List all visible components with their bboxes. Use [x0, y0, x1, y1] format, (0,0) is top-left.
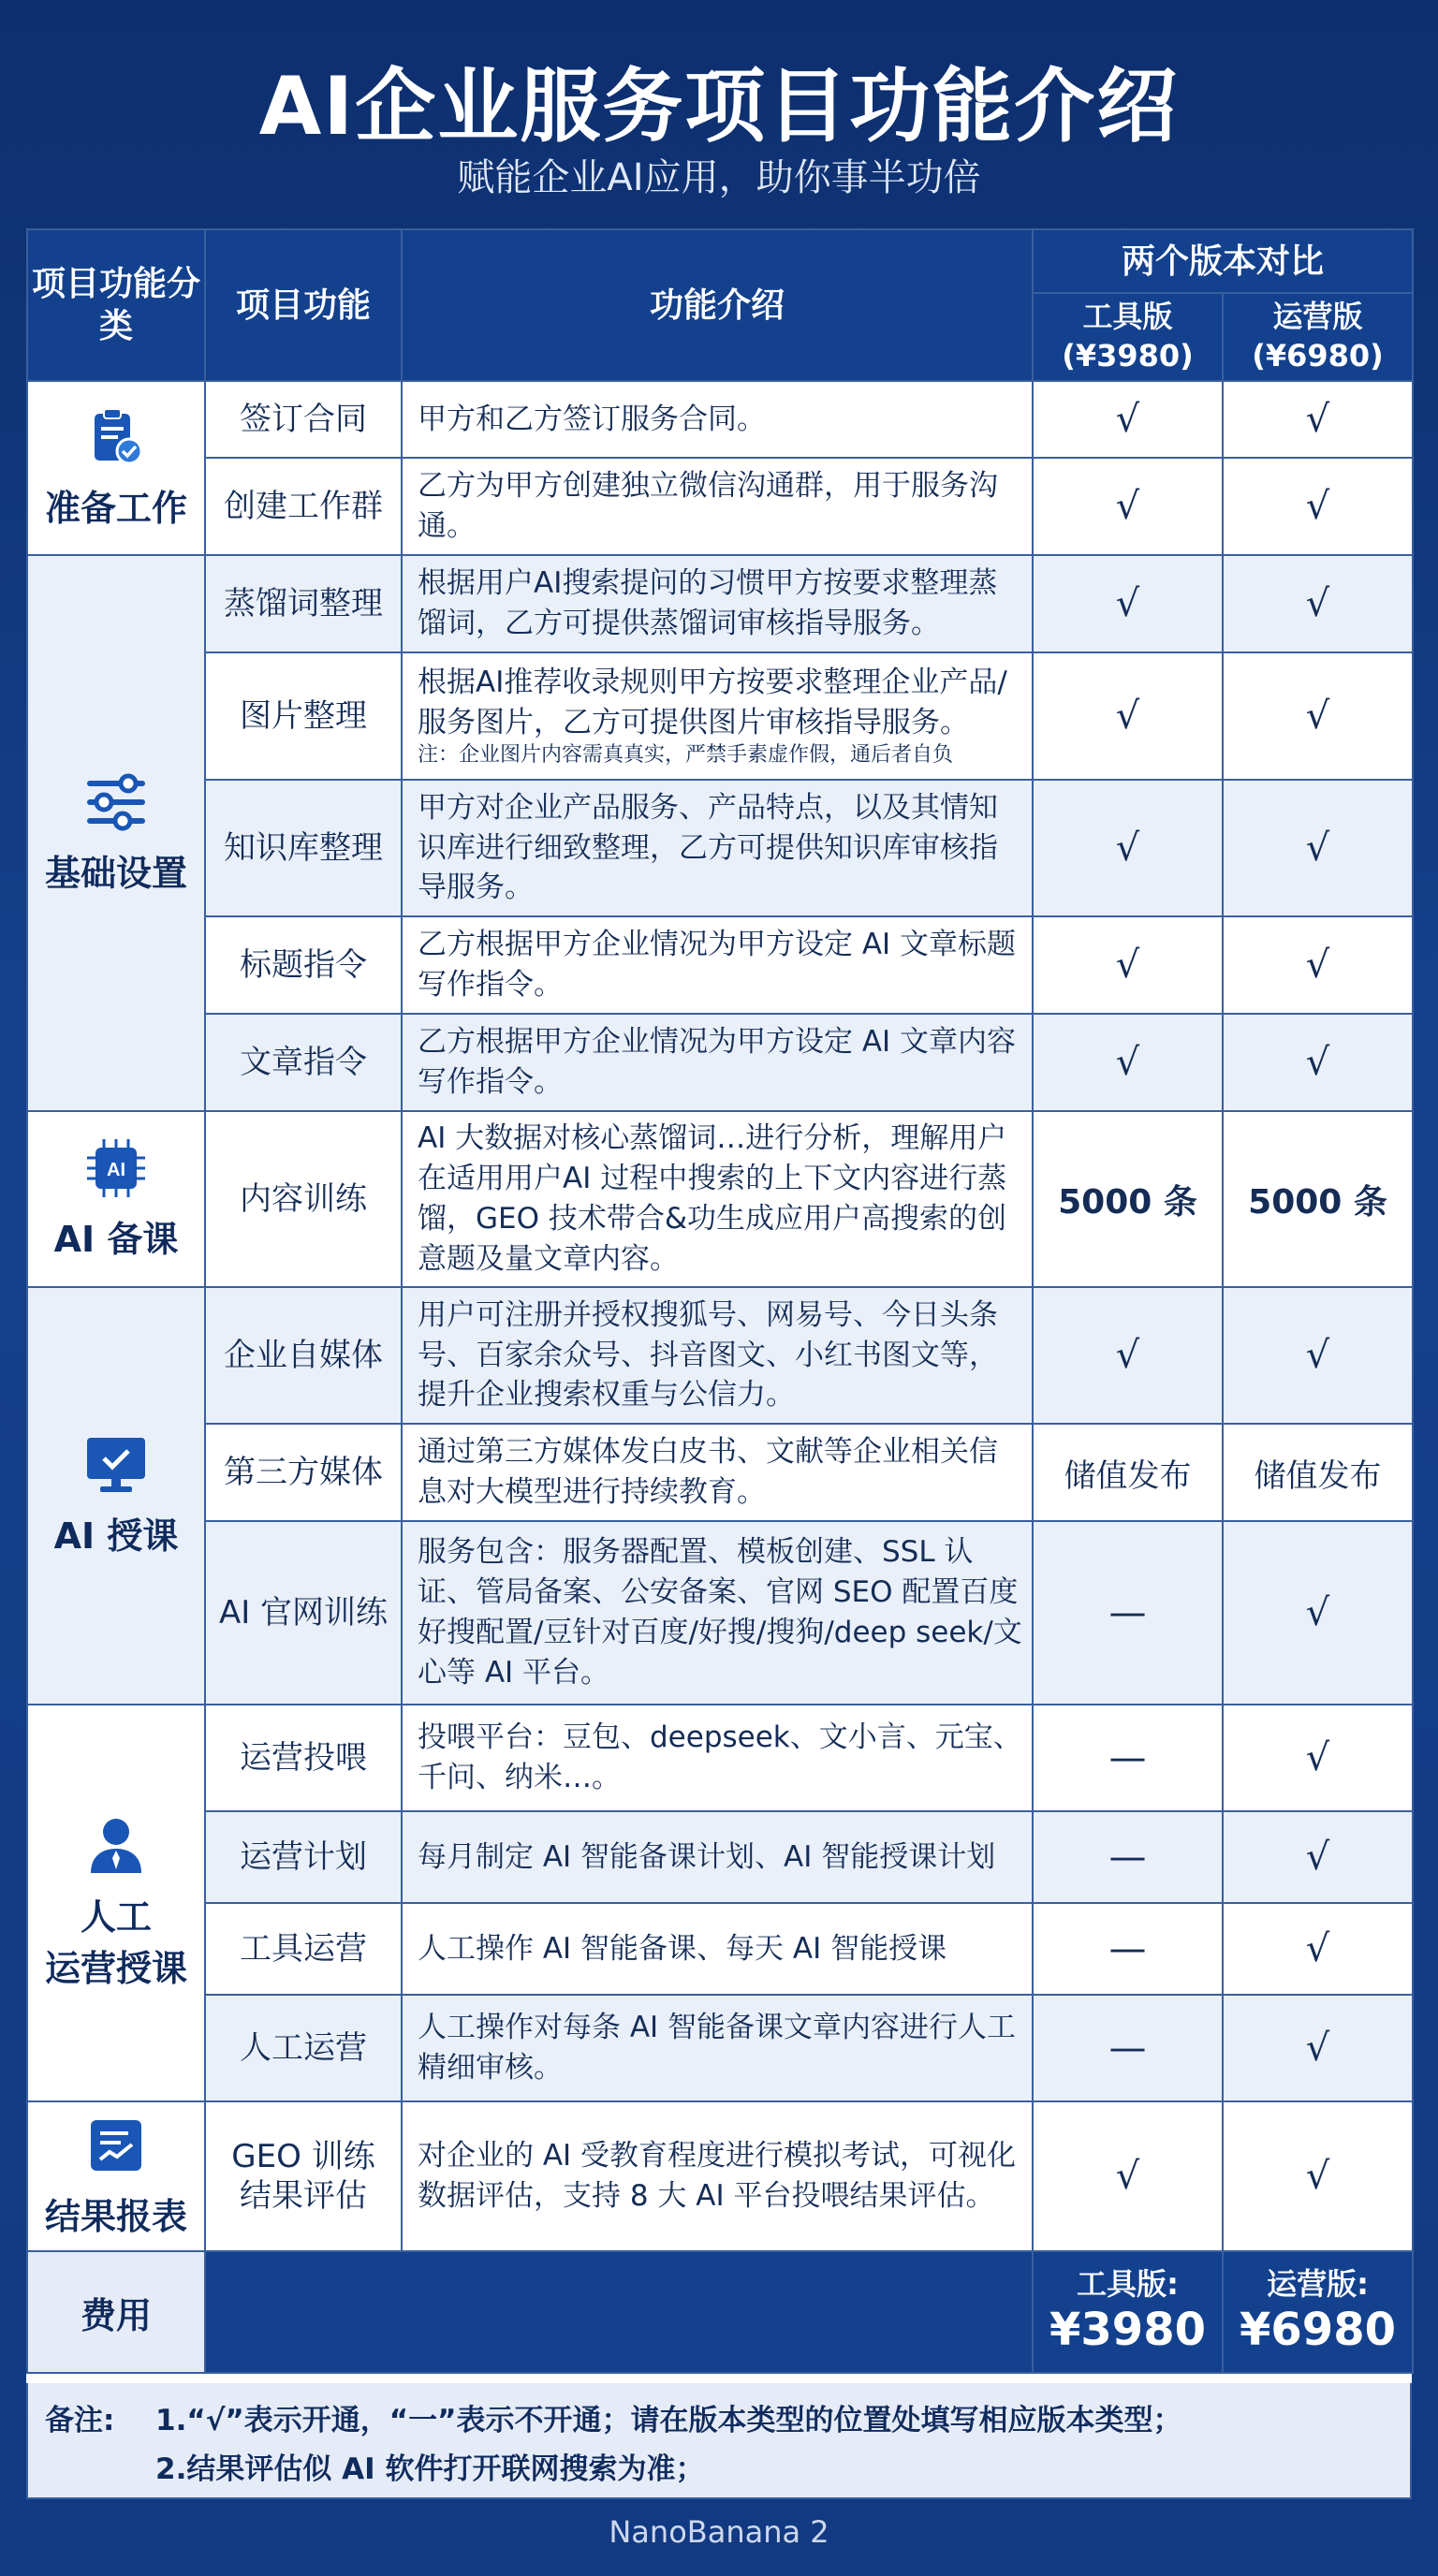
header-row: [27, 229, 1413, 293]
feature-table-panel: [26, 228, 1412, 2499]
person-icon: [85, 1815, 147, 1877]
fee-ops-price: ¥6980: [1240, 2304, 1396, 2357]
feature-cell: 图片整理: [205, 652, 402, 780]
report-chart-icon: [85, 2115, 147, 2176]
feature-cell: 签订合同: [205, 381, 402, 458]
notes-panel: [26, 2383, 1412, 2499]
description-cell: 甲方和乙方签订服务合同。: [402, 381, 1033, 458]
ops-version-cell: √: [1223, 652, 1413, 780]
description-cell: 投喂平台：豆包、deepseek、文小言、元宝、千问、纳米…。: [402, 1705, 1033, 1811]
feature-cell: 蒸馏词整理: [205, 555, 402, 652]
fee-tool-cell: [1033, 2251, 1223, 2373]
tool-version-cell: √: [1033, 458, 1223, 555]
note-line-2: [45, 2445, 1410, 2494]
description-cell: 通过第三方媒体发白皮书、文献等企业相关信息对大模型进行持续教育。: [402, 1424, 1033, 1521]
description-cell: 服务包含：服务器配置、模板创建、SSL 认证、管局备案、公安备案、官网 SEO 配置百度好搜配置/豆针对百度/好搜/搜狗/deep seek/文心等 AI 平台。: [402, 1521, 1033, 1705]
category-cell: [27, 1111, 205, 1287]
svg-text:AI: AI: [107, 1159, 125, 1180]
header-description: 功能介绍: [402, 229, 1033, 381]
table-row: [27, 780, 1413, 916]
table-row: [27, 458, 1413, 555]
ops-version-cell: √: [1223, 1811, 1413, 1903]
feature-cell: 运营投喂: [205, 1705, 402, 1811]
ops-version-cell: √: [1223, 458, 1413, 555]
note-line-1: [45, 2396, 1410, 2445]
fee-tool-label: 工具版:: [1077, 2265, 1179, 2302]
clipboard-check-icon: [85, 406, 147, 468]
category-cell: [27, 555, 205, 1111]
description-cell: 乙方根据甲方企业情况为甲方设定 AI 文章内容写作指令。: [402, 1014, 1033, 1111]
description-note: 注：企业图片内容需真真实，严禁手素虚作假，通后者自负: [418, 743, 954, 768]
tool-version-cell: 5000 条: [1033, 1111, 1223, 1287]
ops-version-cell: √: [1223, 555, 1413, 652]
tool-version-cell: √: [1033, 1287, 1223, 1424]
category-label: 基础设置: [44, 852, 187, 894]
table-row: [27, 1111, 1413, 1287]
feature-cell: 内容训练: [205, 1111, 402, 1287]
header-feature: 项目功能: [205, 229, 402, 381]
header-ops-version: 运营版 (¥6980): [1223, 293, 1413, 381]
tool-version-cell: √: [1033, 2101, 1223, 2251]
category-cell: [27, 2101, 205, 2251]
category-label-line1: 人工: [80, 1896, 152, 1938]
description-cell: 乙方为甲方创建独立微信沟通群，用于服务沟通。: [402, 458, 1033, 555]
description-cell: [402, 652, 1033, 780]
tool-version-cell: —: [1033, 1995, 1223, 2101]
category-label: AI 授课: [53, 1515, 179, 1557]
ops-version-cell: √: [1223, 381, 1413, 458]
feature-cell: 文章指令: [205, 1014, 402, 1111]
feature-cell: AI 官网训练: [205, 1521, 402, 1705]
tool-version-cell: —: [1033, 1705, 1223, 1811]
fee-label: 费用: [27, 2251, 205, 2373]
tool-version-cell: √: [1033, 381, 1223, 458]
description-cell: 根据用户AI搜索提问的习惯甲方按要求整理蒸馏词，乙方可提供蒸馏词审核指导服务。: [402, 555, 1033, 652]
tool-version-cell: —: [1033, 1903, 1223, 1995]
ops-version-cell: √: [1223, 1705, 1413, 1811]
feature-cell: 企业自媒体: [205, 1287, 402, 1424]
table-row: [27, 1705, 1413, 1811]
category-label: 结果报表: [44, 2195, 187, 2237]
ops-version-cell: 储值发布: [1223, 1424, 1413, 1521]
table-row: [27, 1995, 1413, 2101]
table-row: [27, 1287, 1413, 1424]
ops-version-cell: √: [1223, 1014, 1413, 1111]
feature-cell: 创建工作群: [205, 458, 402, 555]
tool-version-cell: 储值发布: [1033, 1424, 1223, 1521]
note-text-1: 1.“√”表示开通，“一”表示不开通；请在版本类型的位置处填写相应版本类型；: [155, 2404, 1182, 2437]
fee-tool-price: ¥3980: [1049, 2304, 1206, 2357]
table-row: [27, 1903, 1413, 1995]
tool-version-cell: √: [1033, 916, 1223, 1014]
note-text-2: 2.结果评估似 AI 软件打开联网搜索为准；: [155, 2452, 705, 2486]
table-row: [27, 916, 1413, 1014]
table-row: [27, 1424, 1413, 1521]
sliders-icon: [83, 771, 149, 833]
ops-version-cell: √: [1223, 1903, 1413, 1995]
tool-version-cell: —: [1033, 1521, 1223, 1705]
feature-table: [26, 228, 1414, 2374]
table-row: [27, 2101, 1413, 2251]
ops-version-cell: √: [1223, 916, 1413, 1014]
fee-ops-cell: [1223, 2251, 1413, 2373]
description-cell: 用户可注册并授权搜狐号、网易号、今日头条号、百家余众号、抖音图文、小红书图文等，提升企业搜索权重与公信力。: [402, 1287, 1033, 1424]
category-label-line2: 运营授课: [44, 1948, 187, 1989]
description-cell: 对企业的 AI 受教育程度进行模拟考试，可视化数据评估，支持 8 大 AI 平台投喂结果评估。: [402, 2101, 1033, 2251]
tool-version-cell: √: [1033, 652, 1223, 780]
description-cell: AI 大数据对核心蒸馏词…进行分析，理解用户在适用用户AI 过程中搜索的上下文内容进行蒸馏，GEO 技术带合&功生成应用户高搜索的创意题及量文章内容。: [402, 1111, 1033, 1287]
footer-watermark: NanoBanana 2: [609, 2514, 829, 2550]
table-row: [27, 1014, 1413, 1111]
notes-label: 备注:: [45, 2404, 115, 2437]
ops-version-cell: √: [1223, 1995, 1413, 2101]
description-cell: 甲方对企业产品服务、产品特点，以及其情知识库进行细致整理，乙方可提供知识库审核指导服务。: [402, 780, 1033, 916]
description-cell: 每月制定 AI 智能备课计划、AI 智能授课计划: [402, 1811, 1033, 1903]
tool-version-cell: √: [1033, 1014, 1223, 1111]
tool-version-cell: —: [1033, 1811, 1223, 1903]
fee-row: [27, 2251, 1413, 2373]
ai-chip-icon: [83, 1137, 149, 1199]
description-cell: 人工操作对每条 AI 智能备课文章内容进行人工精细审核。: [402, 1995, 1033, 2101]
category-cell: [27, 1287, 205, 1705]
feature-cell: [205, 2101, 402, 2251]
feature-cell: 工具运营: [205, 1903, 402, 1995]
feature-line2: 结果评估: [240, 2177, 367, 2215]
feature-cell: 运营计划: [205, 1811, 402, 1903]
tool-version-cell: √: [1033, 780, 1223, 916]
monitor-check-icon: [83, 1434, 149, 1496]
table-row: [27, 555, 1413, 652]
page-title: AI企业服务项目功能介绍: [258, 60, 1180, 154]
category-cell: [27, 1705, 205, 2101]
feature-line1: GEO 训练: [231, 2137, 375, 2175]
feature-cell: 标题指令: [205, 916, 402, 1014]
header-tool-version: 工具版 (¥3980): [1033, 293, 1223, 381]
ops-version-cell: √: [1223, 1287, 1413, 1424]
description-cell: 人工操作 AI 智能备课、每天 AI 智能授课: [402, 1903, 1033, 1995]
tool-version-cell: √: [1033, 555, 1223, 652]
description-text: 根据AI推荐收录规则甲方按要求整理企业产品/服务图片，乙方可提供图片审核指导服务。: [418, 665, 1007, 739]
feature-cell: 人工运营: [205, 1995, 402, 2101]
fee-spacer: [205, 2251, 1033, 2373]
page-subtitle: 赋能企业AI应用，助你事半功倍: [457, 156, 981, 199]
category-label: AI 备课: [53, 1218, 179, 1260]
table-row: [27, 381, 1413, 458]
ops-version-cell: 5000 条: [1223, 1111, 1413, 1287]
table-row: [27, 1521, 1413, 1705]
feature-cell: 第三方媒体: [205, 1424, 402, 1521]
description-cell: 乙方根据甲方企业情况为甲方设定 AI 文章标题写作指令。: [402, 916, 1033, 1014]
table-row: [27, 1811, 1413, 1903]
feature-cell: 知识库整理: [205, 780, 402, 916]
category-cell: [27, 381, 205, 555]
header-version-group: 两个版本对比: [1033, 229, 1413, 293]
table-row: [27, 652, 1413, 780]
ops-version-cell: √: [1223, 2101, 1413, 2251]
fee-ops-label: 运营版:: [1267, 2265, 1369, 2302]
ops-version-cell: √: [1223, 780, 1413, 916]
header-category: 项目功能分类: [27, 229, 205, 381]
category-label: 准备工作: [44, 487, 187, 529]
ops-version-cell: √: [1223, 1521, 1413, 1705]
